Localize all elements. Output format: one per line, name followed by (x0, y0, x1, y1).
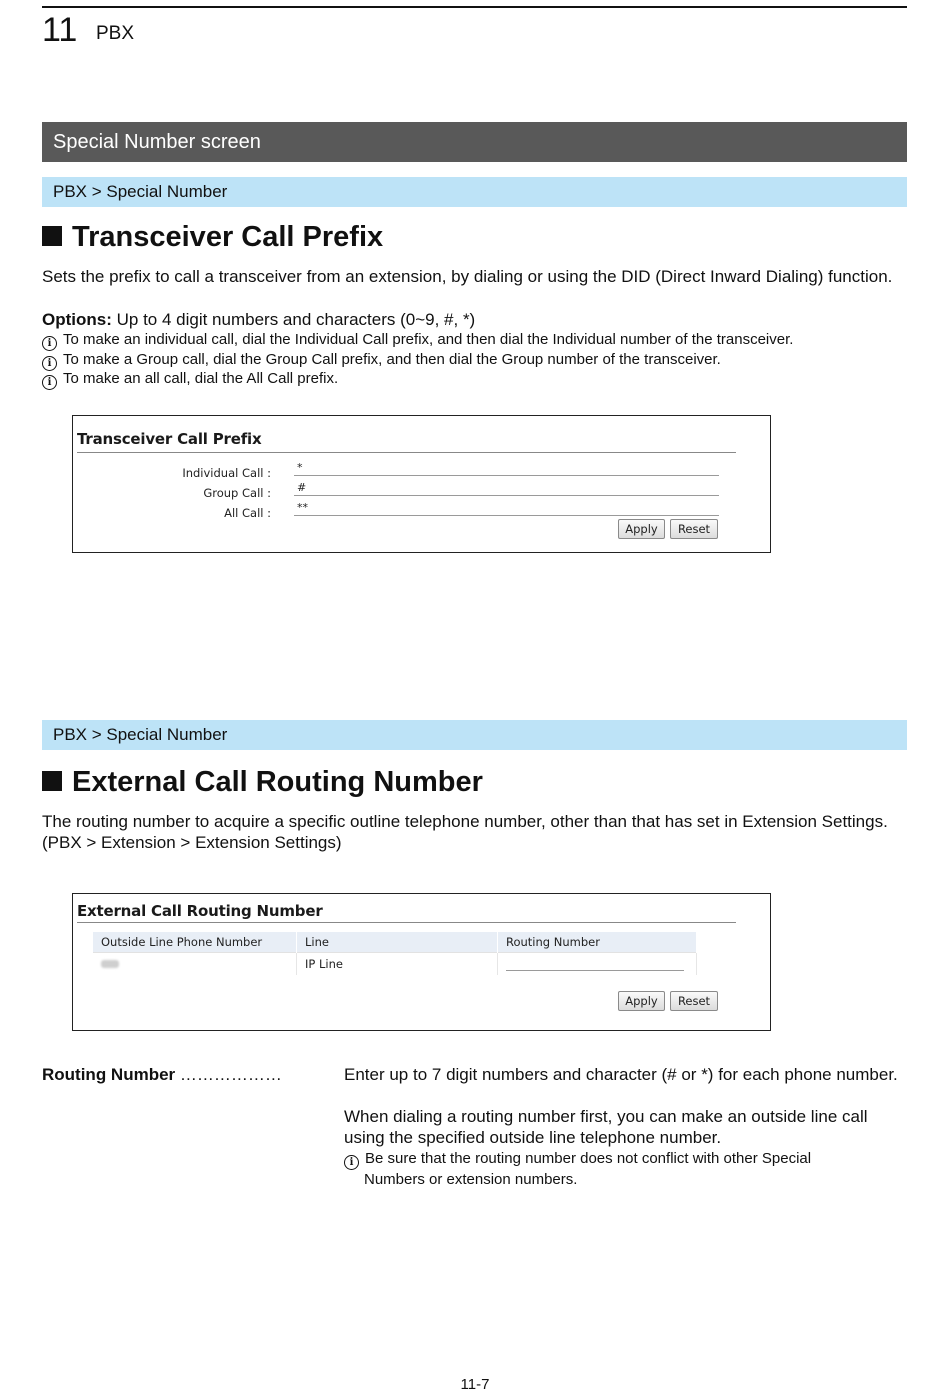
apply-button[interactable]: Apply (618, 519, 665, 539)
page-number: 11-7 (460, 1376, 490, 1393)
all-call-field[interactable]: ** (294, 502, 719, 516)
info-icon: i (42, 375, 57, 390)
routing-number-note: i Be sure that the routing number does not conflict with other Special Numbers or extension numbers. (344, 1149, 904, 1189)
divider (77, 452, 736, 453)
screenshot-title: External Call Routing Number (77, 902, 323, 920)
reset-button[interactable]: Reset (670, 991, 718, 1011)
table-row (93, 953, 697, 976)
header-rule (42, 6, 907, 8)
redacted-number (101, 960, 119, 968)
routing-number-cell (498, 953, 697, 976)
column-outside-line: Outside Line Phone Number (93, 932, 297, 953)
table-header-row (93, 932, 697, 953)
line-cell: IP Line (297, 953, 498, 976)
external-screenshot (72, 893, 771, 1031)
screenshot-title: Transceiver Call Prefix (77, 430, 262, 448)
square-bullet-icon (42, 771, 62, 791)
breadcrumb-external: PBX > Special Number (42, 720, 907, 750)
group-call-label: Group Call : (203, 486, 271, 500)
breadcrumb: PBX > Special Number (42, 177, 907, 207)
individual-call-field[interactable]: * (294, 462, 719, 476)
outside-line-cell (93, 953, 297, 976)
routing-table (93, 932, 697, 975)
note-all: i To make an all call, dial the All Call prefix. (42, 369, 907, 390)
column-line: Line (297, 932, 498, 953)
routing-number-term: Routing Number ……………… (42, 1065, 282, 1084)
info-icon: i (42, 356, 57, 371)
info-icon: i (344, 1155, 359, 1170)
info-icon: i (42, 336, 57, 351)
note-group: i To make a Group call, dial the Group Call prefix, and then dial the Group number of the transceiver. (42, 350, 907, 371)
external-description: The routing number to acquire a specific outline telephone number, other than that has set in Extension Settings. (PBX > Extension > Extension Settings) (42, 812, 888, 852)
external-heading: External Call Routing Number (42, 765, 483, 799)
transceiver-options: Options: Up to 4 digit numbers and characters (0~9, #, *) (42, 310, 476, 329)
all-call-label: All Call : (224, 506, 271, 520)
square-bullet-icon (42, 226, 62, 246)
transceiver-screenshot (72, 415, 771, 553)
chapter-number: 11 (42, 11, 78, 49)
section-title: Special Number screen (42, 122, 907, 162)
transceiver-heading: Transceiver Call Prefix (42, 220, 383, 254)
apply-button[interactable]: Apply (618, 991, 665, 1011)
individual-call-label: Individual Call : (182, 466, 271, 480)
transceiver-description: Sets the prefix to call a transceiver from an extension, by dialing or using the DID (Direct Inward Dialing) function. (42, 267, 893, 286)
divider (77, 922, 736, 923)
note-individual: i To make an individual call, dial the Individual Call prefix, and then dial the Individual number of the transceiver. (42, 330, 907, 351)
routing-number-desc-2: When dialing a routing number first, you can make an outside line call using the specified outside line telephone number. (344, 1107, 868, 1147)
group-call-field[interactable]: # (294, 482, 719, 496)
column-routing-number: Routing Number (498, 932, 697, 953)
chapter-title: PBX (96, 23, 135, 44)
routing-number-desc-1: Enter up to 7 digit numbers and character (# or *) for each phone number. (344, 1065, 898, 1084)
routing-number-field[interactable] (506, 958, 684, 971)
reset-button[interactable]: Reset (670, 519, 718, 539)
